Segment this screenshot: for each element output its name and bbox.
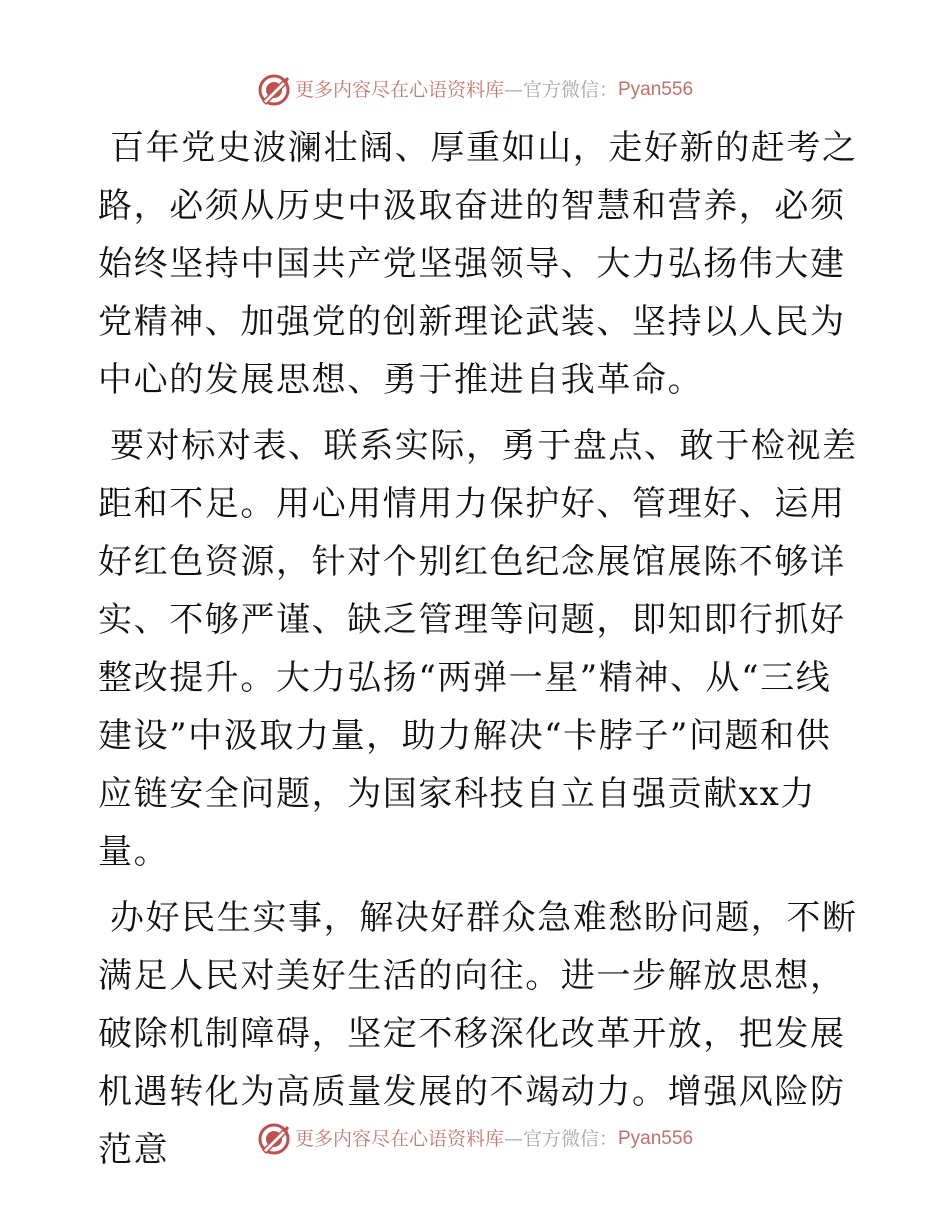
document-body <box>98 119 858 1187</box>
watermark-text: 更多内容尽在心语资料库 <box>294 79 504 101</box>
watermark-separator: — <box>503 1128 523 1150</box>
paragraph-3: 办好民生实事，解决好群众急难愁盼问题，不断满足人民对美好生活的向往。进一步解放思想，破除机制障碍，坚定不移深化改革开放，把发展机遇转化为高质量发展的不竭动力。增强风险防范意 <box>98 898 858 1170</box>
header-watermark <box>0 70 950 110</box>
footer-watermark <box>0 1119 950 1159</box>
watermark-account: Pyan556 <box>618 1128 694 1149</box>
watermark-text: 更多内容尽在心语资料库 <box>294 1128 504 1150</box>
watermark-account: Pyan556 <box>618 79 694 100</box>
watermark-label: 官方微信： <box>522 1128 618 1150</box>
paragraph-1: 百年党史波澜壮阔、厚重如山，走好新的赶考之路，必须从历史中汲取奋进的智慧和营养，必须始终坚持中国共产党坚强领导、大力弘扬伟大建党精神、加强党的创新理论武装、坚持以人民为中心的发展思想、勇于推进自我革命。 <box>98 128 858 400</box>
watermark-separator: — <box>503 79 523 101</box>
red-circle-pen-logo-icon <box>257 1122 291 1156</box>
watermark-label: 官方微信： <box>522 79 618 101</box>
red-circle-pen-logo-icon <box>257 73 291 107</box>
paragraph-2: 要对标对表、联系实际，勇于盘点、敢于检视差距和不足。用心用情用力保护好、管理好、运用好红色资源，针对个别红色纪念展馆展陈不够详实、不够严谨、缺乏管理等问题，即知即行抓好整改提升。大力弘扬“两弹一星”精神、从“三线建设”中汲取力量，助力解决“卡脖子”问题和供应链安全问题，为国家科技自立自强贡献xx力量。 <box>98 426 858 872</box>
